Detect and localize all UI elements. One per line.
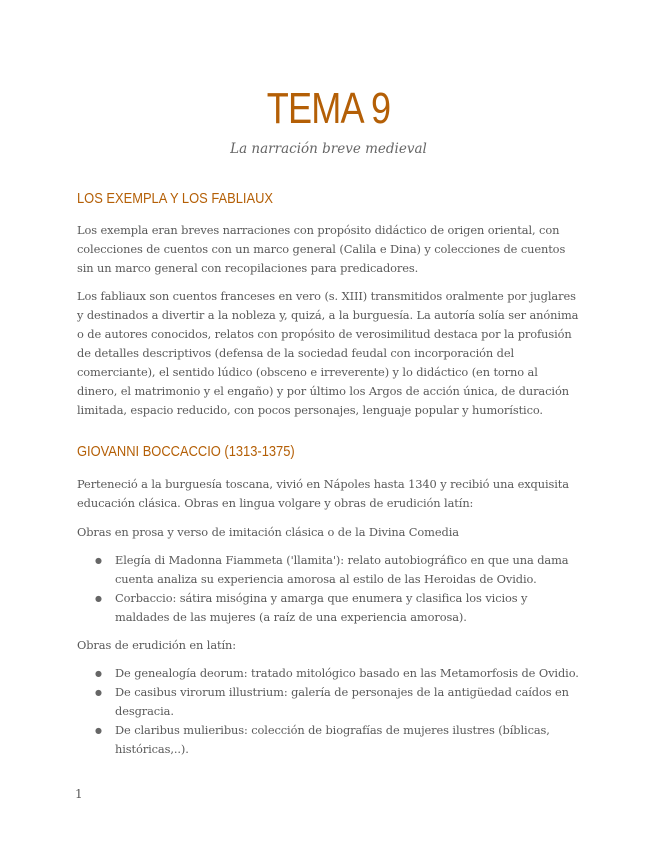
paragraph-fabliaux: Los fabliaux son cuentos franceses en vero (s. XIII) transmitidos oralmente por juglares y destinados a divertir a la nobleza y, quizá, a la burguesía. La autoría solía ser anónima o de autores conocidos, relatos con propósito de verosimilitud destaca por la profusión de detalles descriptivos (defensa de la sociedad feudal con incorporación del comerciante), el sentido lúdico (obsceno e irreverente) y lo didáctico (en torno al dinero, el matrimonio y el engaño) y por último los Argos de acción única, de duración limitada, espacio reducido, con pocos personajes, lenguaje popular y humorístico. [77, 289, 579, 417]
paragraph-latin-works: Obras de erudición en latín: [77, 638, 237, 652]
list-latin-works [77, 664, 580, 759]
list-item: ● Corbaccio: sátira misógina y amarga que enumera y clasifica los vicios y maldades de las mujeres (a raíz de una experiencia amorosa). [77, 589, 580, 627]
paragraph-prose-works: Obras en prosa y verso de imitación clásica o de la Divina Comedia [77, 525, 459, 539]
page-number: 1 [75, 787, 83, 801]
paragraph-boccaccio-bio: Perteneció a la burguesía toscana, vivió en Nápoles hasta 1340 y recibió una exquisita educación clásica. Obras en lingua volgare y obras de erudición latín: [77, 477, 569, 510]
list-item: ● De claribus mulieribus: colección de biografías de mujeres ilustres (bíblicas, históricas,..). [77, 721, 580, 759]
document-subtitle: La narración breve medieval [230, 141, 427, 157]
list-prose-works [77, 551, 580, 627]
paragraph-exempla: Los exempla eran breves narraciones con propósito didáctico de origen oriental, con colecciones de cuentos con un marco general (Calila e Dina) y colecciones de cuentos sin un marco general con recopilaciones para predicadores. [77, 223, 566, 275]
list-item: ● De casibus virorum illustrium: galería de personajes de la antigüedad caídos en desgracia. [77, 683, 580, 721]
list-item: ● Elegía di Madonna Fiammeta ('llamita'): relato autobiográfico en que una dama cuenta analiza su experiencia amorosa al estilo de las Heroidas de Ovidio. [77, 551, 580, 589]
list-item: ● De genealogía deorum: tratado mitológico basado en las Metamorfosis de Ovidio. [77, 664, 580, 683]
section-heading-boccaccio: GIOVANNI BOCCACCIO (1313-1375) [77, 443, 295, 460]
document-title: TEMA 9 [266, 84, 391, 133]
section-heading-exempla: LOS EXEMPLA Y LOS FABLIAUX [77, 190, 273, 207]
